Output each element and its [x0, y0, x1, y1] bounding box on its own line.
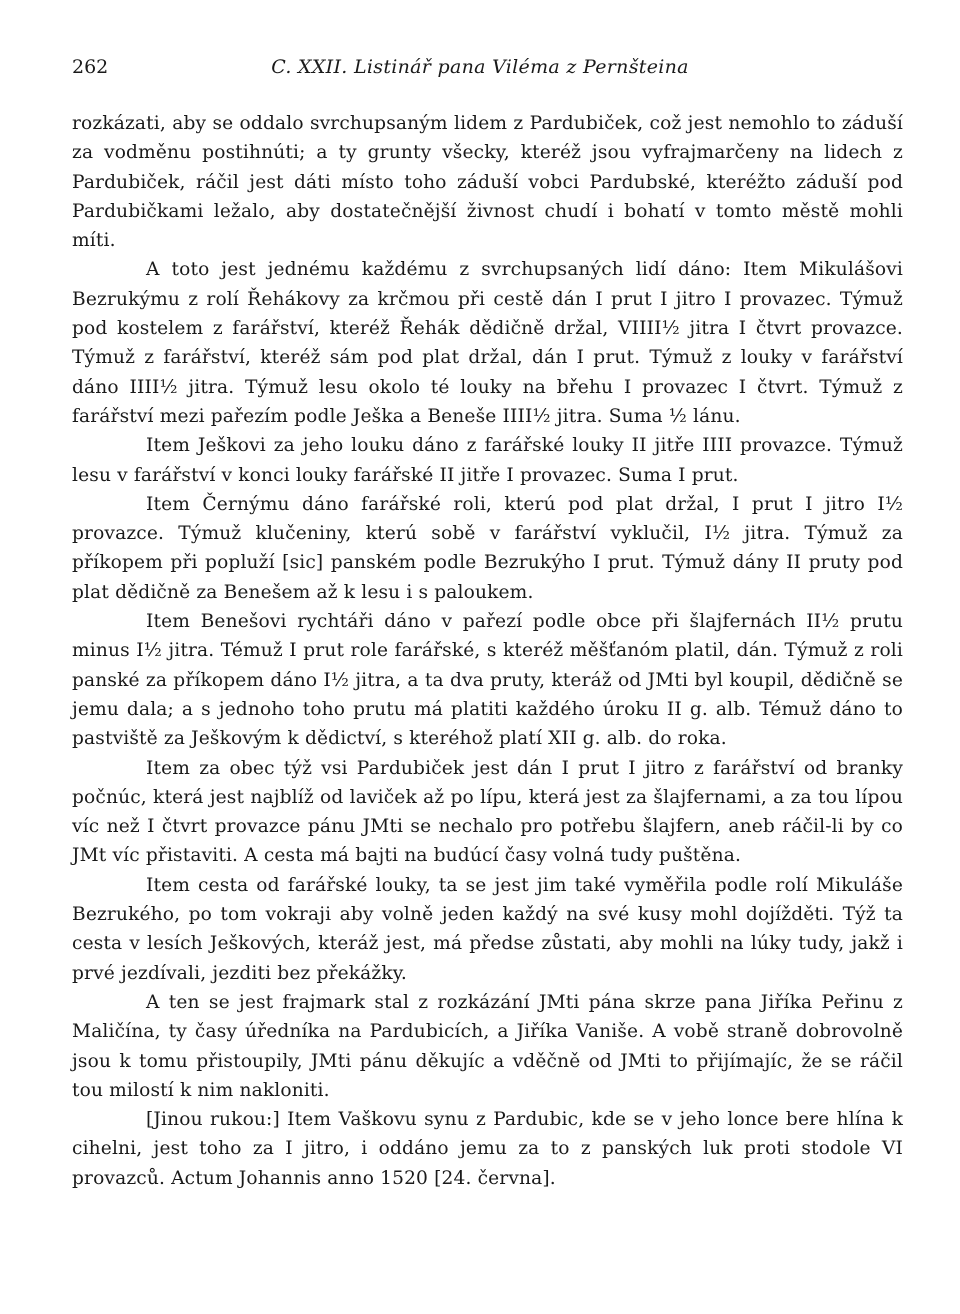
body-text — [72, 109, 903, 1193]
paragraph: Item za obec týž vsi Pardubiček jest dán I prut I jitro z farářství od branky počnúc, která jest najblíž od laviček až po lípu, která jest za šlajfernami, a za tou lípou víc než I čtvrt provazce pánu JMti se nechalo pro potřebu šlajfern, aneb ráčil-li by co JMt víc přistaviti. A cesta má bajti na budúcí časy volná tudy puštěna. — [72, 757, 903, 867]
paragraph: [Jinou rukou:] Item Vaškovu synu z Pardubic, kde se v jeho lonce bere hlína k cihelni, jest toho za I jitro, i oddáno jemu za to z panských luk proti stodole VI provazců. Actum Johannis anno 1520 [24. června]. — [72, 1109, 903, 1189]
paragraph: Item Černýmu dáno farářské roli, kterú pod plat držal, I prut I jitro I½ provazce. Týmuž klučeniny, kterú sobě v farářství vyklučil, I½ jitra. Týmuž za příkopem při popluží [sic] panském podle Bezrukýho I prut. Týmuž dány II pruty pod plat dědičně za Benešem až k lesu i s paloukem. — [72, 493, 903, 603]
page-header — [72, 52, 888, 82]
paragraph: A toto jest jednému každému z svrchupsaných lidí dáno: Item Mikulášovi Bezrukýmu z rolí Řehákovy za krčmou při cestě dán I prut I jitro I provazec. Týmuž pod kostelem z farářství, kteréž Řehák dědičně držal, VIIII½ jitra I čtvrt provazce. Týmuž z farářství, kteréž sám pod plat držal, dán I prut. Týmuž z louky v farářství dáno IIII½ jitra. Týmuž lesu okolo té louky na břehu I provazec I čtvrt. Týmuž z farářství mezi pařezím podle Ješka a Beneše IIII½ jitra. Suma ½ lánu. — [72, 259, 903, 427]
running-title: C. XXII. Listinář pana Viléma z Pernšteina — [271, 56, 689, 78]
page-number: 262 — [72, 56, 109, 78]
paragraph: A ten se jest frajmark stal z rozkázání JMti pána skrze pana Jiříka Peřinu z Maličína, ty časy úředníka na Pardubicích, a Jiříka Vaniše. A vobě straně dobrovolně jsou k tomu přistoupily, JMti pánu děkujíc a vděčně od JMti to přijímajíc, že se ráčil tou milostí k nim nakloniti. — [72, 991, 903, 1101]
paragraph: Item cesta od farářské louky, ta se jest jim také vyměřila podle rolí Mikuláše Bezrukého, po tom vokraji aby volně jeden každý na své kusy mohl dojížděti. Týž ta cesta v lesích Ješkových, kteráž jest, má předse zůstati, aby mohli na lúky tudy, jakž i prvé jezdívali, jezditi bez překážky. — [72, 874, 903, 984]
paragraph: Item Ješkovi za jeho louku dáno z farářské louky II jitře IIII provazce. Týmuž lesu v farářství v konci louky farářské II jitře I provazec. Suma I prut. — [72, 435, 903, 486]
paragraph: Item Benešovi rychtáři dáno v pařezí podle obce při šlajfernách II½ prutu minus I½ jitra. Témuž I prut role farářské, s kteréž měšťanóm platil, dán. Týmuž z roli panské za příkopem dáno I½ jitra, a ta dva pruty, kteráž od JMti byl koupil, dědičně se jemu dala; a s jednoho toho prutu má platiti každého úroku II g. alb. Témuž dáno to pastviště za Ješkovým k dědictví, s kteréhož platí XII g. alb. do roka. — [72, 611, 903, 750]
paragraph: rozkázati, aby se oddalo svrchupsaným lidem z Pardubiček, což jest nemohlo to záduší za vodměnu postihnúti; a ty grunty všecky, kteréž jsou vyfrajmarčeny na lidech z Pardubiček, ráčil jest dáti místo toho záduší vobci Pardubské, kteréžto záduší pod Pardubičkami ležalo, aby dostatečnější živnost chudí i bohatí v tomto městě mohli míti. — [72, 113, 903, 252]
